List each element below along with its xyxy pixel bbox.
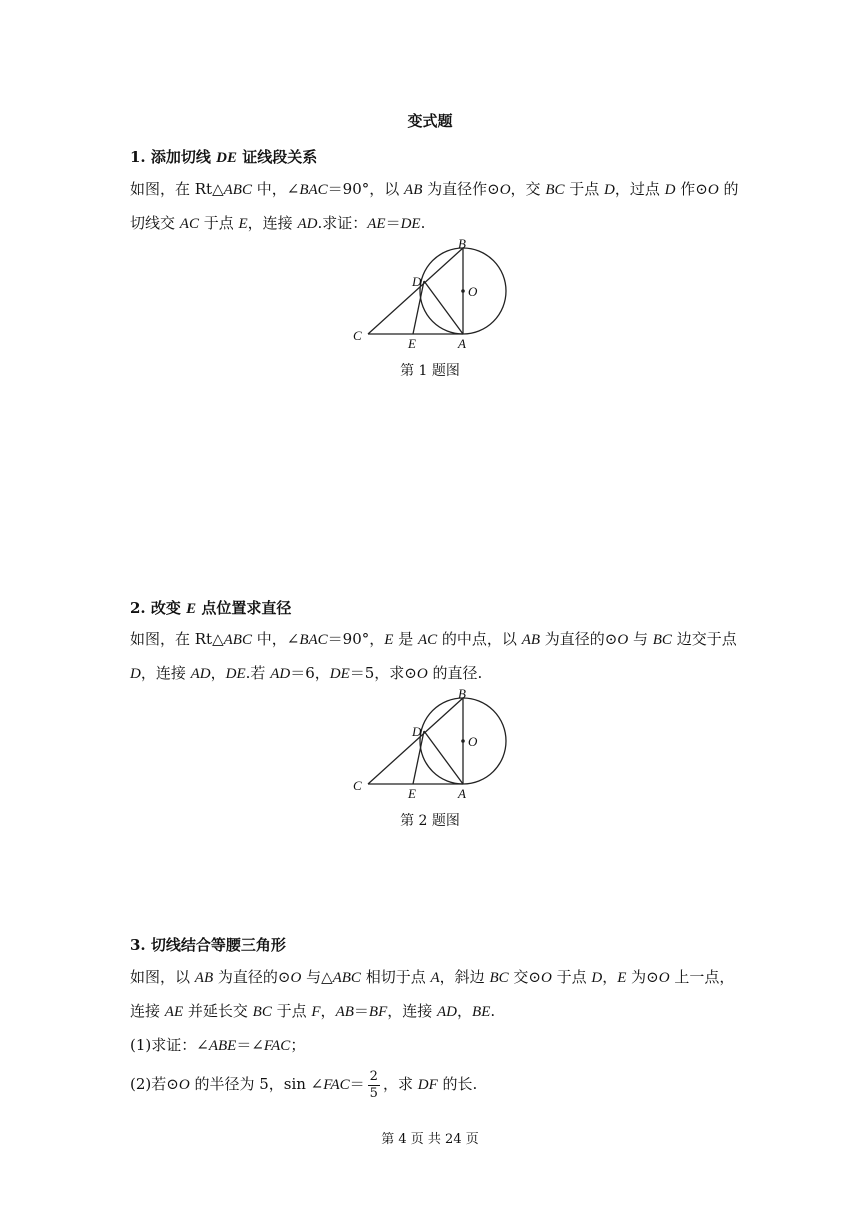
- text-run: 作⊙: [675, 180, 708, 198]
- text-run: 为直径的⊙: [540, 630, 618, 648]
- text-run: 连接: [130, 1002, 165, 1020]
- math-variable: AD: [437, 1004, 458, 1020]
- math-variable: AB: [335, 1004, 354, 1020]
- page-title: 变式题: [407, 112, 453, 130]
- text-run: ，连接: [140, 664, 191, 682]
- math-variable: BC: [652, 632, 672, 648]
- label-d: D: [412, 274, 422, 289]
- q2-body: [130, 622, 737, 690]
- text-run: 如图，在 Rt△: [130, 630, 224, 648]
- math-variable: AD: [270, 666, 291, 682]
- text-run: ，: [457, 1002, 473, 1020]
- q1-heading: [130, 146, 317, 167]
- label-o: O: [468, 734, 478, 749]
- math-variable: DF: [417, 1077, 438, 1093]
- q2-figure: [350, 688, 515, 802]
- math-variable: FAC: [323, 1077, 350, 1093]
- text-run: ，: [602, 968, 618, 986]
- q1-figure: [350, 238, 515, 352]
- label-c: C: [353, 328, 362, 343]
- q1-caption: 第 1 题图: [400, 363, 460, 379]
- math-variable: A: [430, 970, 440, 986]
- math-variable: DE: [329, 666, 350, 682]
- q1-heading-text-b: 证线段关系: [242, 148, 318, 166]
- text-run: ＝: [349, 1075, 365, 1093]
- math-variable: O: [540, 970, 552, 986]
- text-run: ，连接: [247, 214, 298, 232]
- label-e: E: [408, 786, 416, 801]
- math-variable: FAC: [263, 1038, 291, 1054]
- label-a: A: [458, 786, 466, 801]
- text-run: 切线交: [130, 214, 180, 232]
- math-variable: AE: [367, 216, 386, 232]
- text-run: ，过点: [614, 180, 665, 198]
- text-run: 如图，以: [130, 968, 195, 986]
- q3-line-2: [130, 994, 730, 1028]
- math-variable: O: [290, 970, 302, 986]
- q2-caption: 第 2 题图: [400, 813, 460, 829]
- text-run: 如图，在 Rt△: [130, 180, 224, 198]
- q3-heading: [130, 934, 286, 955]
- text-run: 中，∠: [251, 180, 300, 198]
- text-run: ＝6，: [290, 664, 330, 682]
- label-c: C: [353, 778, 362, 793]
- text-run: 并延长交: [183, 1002, 253, 1020]
- text-run: ，: [210, 664, 226, 682]
- q2-line-2: [130, 656, 730, 690]
- segment-da: [424, 731, 463, 784]
- text-run: 的长.: [437, 1075, 478, 1093]
- label-b: B: [458, 688, 466, 701]
- q3-line-1: [130, 960, 735, 994]
- fraction-numerator: 2: [369, 1068, 378, 1084]
- label-o: O: [468, 284, 478, 299]
- text-run: 为直径作⊙: [422, 180, 500, 198]
- math-variable: O: [658, 970, 670, 986]
- math-variable: ABC: [332, 970, 361, 986]
- label-a: A: [458, 336, 466, 351]
- text-run: (1)求证：∠: [130, 1036, 209, 1054]
- q3-line-4-post: [383, 1075, 477, 1093]
- text-run: 于点: [551, 968, 592, 986]
- q1-line-2: [130, 206, 730, 240]
- math-variable: BC: [252, 1004, 272, 1020]
- math-variable: DE: [225, 666, 246, 682]
- math-variable: AB: [404, 182, 423, 198]
- q1-number: 1.: [130, 148, 146, 166]
- label-e: E: [408, 336, 416, 351]
- text-run: ＝90°，以: [327, 180, 405, 198]
- q3-body: [130, 960, 735, 1106]
- text-run: 于点: [271, 1002, 312, 1020]
- fraction: [368, 1069, 380, 1102]
- math-variable: E: [617, 970, 627, 986]
- math-variable: O: [707, 182, 719, 198]
- q2-heading-text-b: 点位置求直径: [201, 599, 292, 617]
- math-variable: ABE: [208, 1038, 237, 1054]
- segment-da: [424, 281, 463, 334]
- math-variable: F: [311, 1004, 321, 1020]
- math-variable: DE: [400, 216, 421, 232]
- q2-heading-text-a: 改变: [150, 599, 181, 617]
- math-variable: O: [416, 666, 428, 682]
- text-run: ；: [290, 1036, 306, 1054]
- text-run: .: [490, 1002, 496, 1020]
- label-b: B: [458, 238, 466, 251]
- q1-body: [130, 172, 739, 240]
- q2-heading-variable: E: [186, 601, 197, 617]
- center-dot: [461, 739, 465, 743]
- math-variable: BE: [472, 1004, 491, 1020]
- math-variable: O: [499, 182, 511, 198]
- math-variable: D: [130, 666, 141, 682]
- text-run: ，连接: [387, 1002, 438, 1020]
- math-variable: AE: [164, 1004, 184, 1020]
- text-run: 是: [393, 630, 418, 648]
- q1-heading-text-a: 添加切线: [150, 148, 211, 166]
- text-run: ＝5，求⊙: [349, 664, 417, 682]
- q3-heading-text: 切线结合等腰三角形: [150, 936, 286, 954]
- math-variable: BC: [489, 970, 509, 986]
- text-run: .求证：: [317, 214, 368, 232]
- text-run: ＝90°，: [327, 630, 385, 648]
- text-run: ＝∠: [236, 1036, 264, 1054]
- text-run: 与: [628, 630, 653, 648]
- center-dot: [461, 289, 465, 293]
- text-run: (2)若⊙: [130, 1075, 179, 1093]
- label-d: D: [412, 724, 422, 739]
- text-run: 的半径为 5，sin ∠: [189, 1075, 324, 1093]
- q3-number: 3.: [130, 936, 146, 954]
- math-variable: D: [591, 970, 603, 986]
- text-run: 与△: [301, 968, 333, 986]
- fraction-denominator: 5: [369, 1085, 378, 1101]
- math-variable: BAC: [299, 632, 328, 648]
- text-run: ，交: [510, 180, 546, 198]
- math-variable: AD: [297, 216, 318, 232]
- text-run: 中，∠: [251, 630, 300, 648]
- text-run: 交⊙: [508, 968, 541, 986]
- text-run: ，: [320, 1002, 336, 1020]
- math-variable: AC: [417, 632, 438, 648]
- text-run: 于点: [564, 180, 605, 198]
- q3-line-3: [130, 1028, 730, 1062]
- math-variable: BF: [368, 1004, 388, 1020]
- text-run: 的: [718, 180, 739, 198]
- text-run: 的直径.: [427, 664, 483, 682]
- math-variable: ABC: [223, 182, 252, 198]
- q1-heading-variable: DE: [216, 150, 237, 166]
- text-run: ，斜边: [439, 968, 490, 986]
- text-run: .若: [245, 664, 271, 682]
- text-run: .: [420, 214, 426, 232]
- page-footer: 第 4 页 共 24 页: [381, 1132, 479, 1147]
- text-run: 上一点，: [669, 968, 735, 986]
- math-variable: D: [604, 182, 615, 198]
- math-variable: AB: [521, 632, 541, 648]
- math-variable: AB: [194, 970, 214, 986]
- text-run: 边交于点: [671, 630, 737, 648]
- math-variable: D: [664, 182, 676, 198]
- q2-number: 2.: [130, 599, 146, 617]
- text-run: 为直径的⊙: [213, 968, 291, 986]
- text-run: ，求: [382, 1075, 418, 1093]
- text-run: ＝: [385, 214, 401, 232]
- q3-line-4: [130, 1062, 730, 1106]
- text-run: ＝: [353, 1002, 369, 1020]
- math-variable: O: [178, 1077, 190, 1093]
- math-variable: O: [617, 632, 629, 648]
- text-run: 于点: [198, 214, 239, 232]
- math-variable: BAC: [299, 182, 328, 198]
- q1-line-1: [130, 172, 739, 206]
- q3-line-4-pre: [130, 1075, 365, 1093]
- q2-line-1: [130, 622, 737, 656]
- text-run: 的中点，以: [437, 630, 522, 648]
- math-variable: AD: [190, 666, 211, 682]
- q2-heading: [130, 597, 291, 618]
- math-variable: ABC: [223, 632, 252, 648]
- math-variable: E: [238, 216, 248, 232]
- math-variable: E: [384, 632, 394, 648]
- text-run: 相切于点: [360, 968, 431, 986]
- math-variable: BC: [545, 182, 565, 198]
- text-run: 为⊙: [626, 968, 659, 986]
- math-variable: AC: [179, 216, 199, 232]
